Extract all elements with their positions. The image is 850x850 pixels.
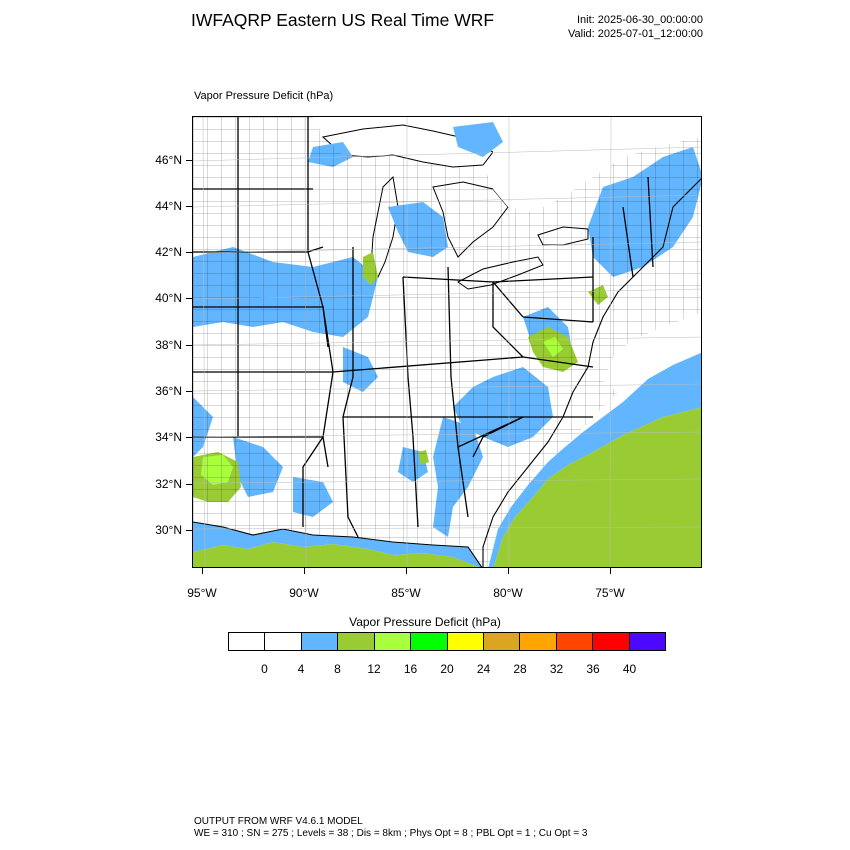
colorbar-cell: [338, 633, 374, 650]
colorbar-tick-label: 4: [297, 662, 305, 676]
plot-label: Vapor Pressure Deficit (hPa): [194, 90, 334, 102]
model-info: OUTPUT FROM WRF V4.6.1 MODEL: [194, 816, 363, 827]
colorbar-tick-label: 8: [334, 662, 341, 676]
main-title: IWFAQRP Eastern US Real Time WRF: [191, 10, 495, 30]
map-canvas: [193, 117, 702, 568]
colorbar-cell: [630, 633, 665, 650]
colorbar-tick-label: 12: [367, 662, 381, 676]
lat-label: 46°N: [155, 153, 182, 167]
colorbar-tick-label: 40: [622, 662, 637, 676]
colorbar-tick-label: 20: [440, 662, 454, 676]
colorbar-tick-label: 24: [476, 662, 491, 676]
colorbar-cell: [593, 633, 629, 650]
colorbar-cell: [375, 633, 411, 650]
lat-label: 42°N: [155, 245, 182, 259]
colorbar-tick-label: 28: [513, 662, 527, 676]
lat-tick: [186, 484, 192, 485]
vpd-map: [192, 116, 702, 568]
lon-label: 75°W: [595, 586, 625, 600]
init-time: Init: 2025-06-30_00:00:00: [577, 14, 703, 26]
lat-label: 32°N: [155, 477, 182, 491]
colorbar-cell: [520, 633, 556, 650]
lat-label: 38°N: [155, 338, 182, 352]
lon-tick: [610, 568, 611, 574]
lon-tick: [406, 568, 407, 574]
colorbar-cell: [448, 633, 484, 650]
colorbar-cell: [229, 633, 265, 650]
lat-tick: [186, 345, 192, 346]
lat-tick: [186, 391, 192, 392]
lon-label: 90°W: [289, 586, 319, 600]
valid-time: Valid: 2025-07-01_12:00:00: [568, 28, 703, 40]
lon-label: 95°W: [187, 586, 217, 600]
lat-label: 36°N: [155, 384, 182, 398]
lon-label: 85°W: [391, 586, 421, 600]
lat-label: 44°N: [155, 199, 182, 213]
lat-label: 40°N: [155, 291, 182, 305]
lat-tick: [186, 206, 192, 207]
lat-tick: [186, 530, 192, 531]
lon-tick: [304, 568, 305, 574]
colorbar-title: Vapor Pressure Deficit (hPa): [349, 615, 501, 629]
lat-tick: [186, 298, 192, 299]
colorbar-cell: [484, 633, 520, 650]
lat-label: 34°N: [155, 430, 182, 444]
lat-tick: [186, 437, 192, 438]
colorbar-cell: [265, 633, 301, 650]
lon-tick: [508, 568, 509, 574]
lat-label: 30°N: [155, 523, 182, 537]
lat-tick: [186, 160, 192, 161]
colorbar-cell: [557, 633, 593, 650]
lon-label: 80°W: [493, 586, 523, 600]
lon-tick: [202, 568, 203, 574]
colorbar-tick-label: 16: [403, 662, 418, 676]
colorbar-tick-label: 0: [261, 662, 268, 676]
lat-tick: [186, 252, 192, 253]
colorbar-tick-label: 32: [549, 662, 564, 676]
colorbar-cell: [302, 633, 338, 650]
colorbar-cell: [411, 633, 447, 650]
colorbar: [228, 632, 666, 651]
colorbar-tick-label: 36: [586, 662, 600, 676]
model-config: WE = 310 ; SN = 275 ; Levels = 38 ; Dis = 8km ; Phys Opt = 8 ; PBL Opt = 1 ; Cu Opt = 3: [194, 828, 588, 839]
